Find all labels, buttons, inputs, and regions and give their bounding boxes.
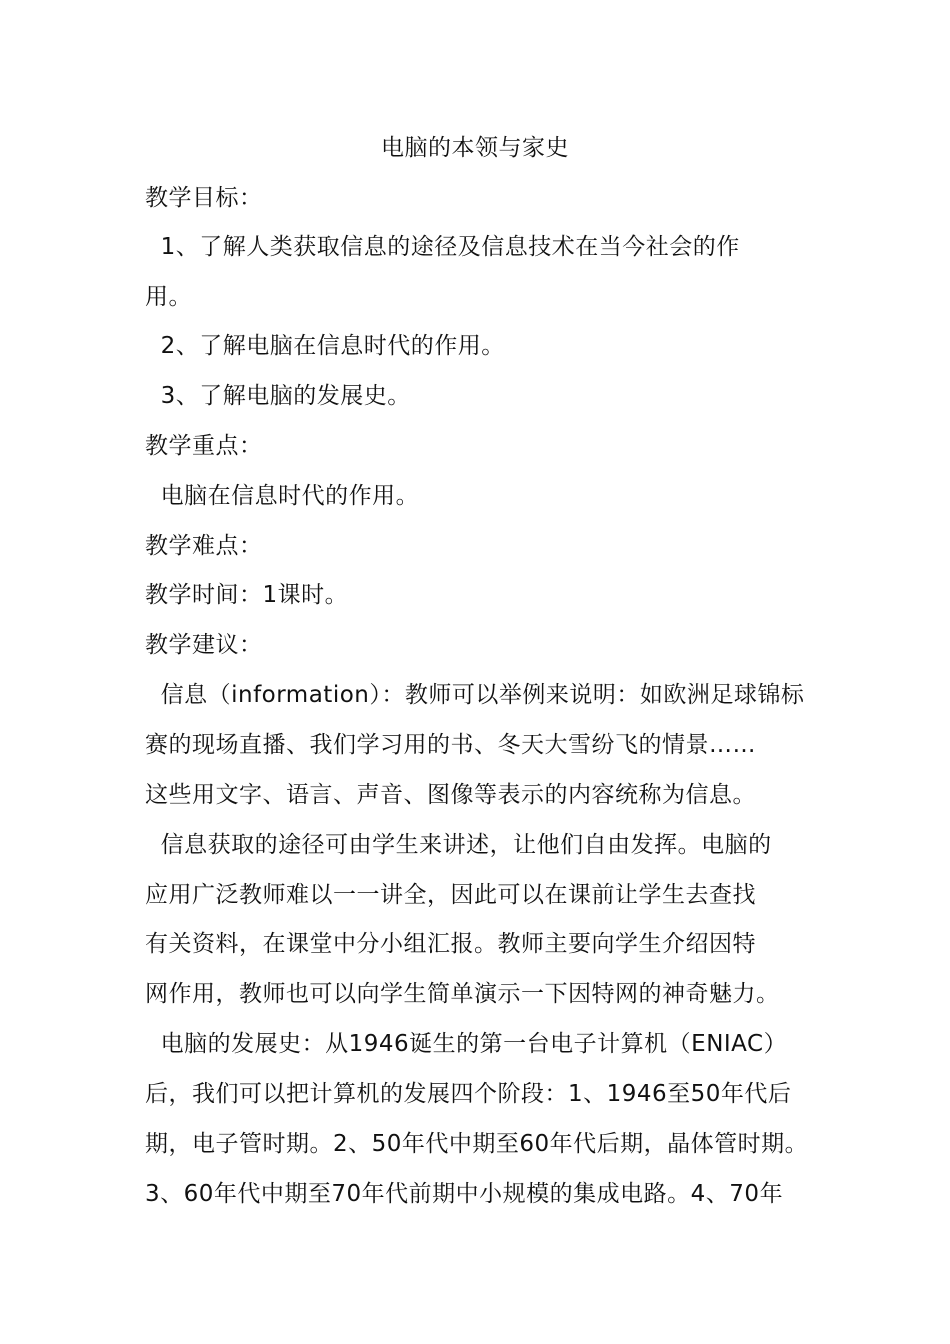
teaching-time: 教学时间：1课时。 — [145, 582, 349, 608]
paragraph-line: 信息（information）：教师可以举例来说明：如欧洲足球锦标 — [145, 682, 805, 708]
heading-teaching-goals: 教学目标： — [145, 185, 263, 211]
goal-item-3: 3、了解电脑的发展史。 — [145, 383, 411, 409]
paragraph-line: 这些用文字、语言、声音、图像等表示的内容统称为信息。 — [145, 782, 756, 808]
paragraph-line: 电脑的发展史：从1946诞生的第一台电子计算机（ENIAC） — [145, 1031, 788, 1057]
goal-item-2: 2、了解电脑在信息时代的作用。 — [145, 333, 505, 359]
paragraph-line: 信息获取的途径可由学生来讲述，让他们自由发挥。电脑的 — [145, 832, 772, 858]
goal-item-1-continued: 用。 — [145, 284, 192, 310]
heading-suggestions: 教学建议： — [145, 632, 263, 658]
goal-item-1: 1、了解人类获取信息的途径及信息技术在当今社会的作 — [145, 234, 740, 260]
document-title: 电脑的本领与家史 — [381, 135, 569, 161]
paragraph-line: 赛的现场直播、我们学习用的书、冬天大雪纷飞的情景…… — [145, 732, 756, 758]
paragraph-line: 应用广泛教师难以一一讲全，因此可以在课前让学生去查找 — [145, 882, 756, 908]
paragraph-line: 期，电子管时期。2、50年代中期至60年代后期，晶体管时期。 — [145, 1131, 809, 1157]
key-point-text: 电脑在信息时代的作用。 — [145, 483, 420, 509]
paragraph-line: 网作用，教师也可以向学生简单演示一下因特网的神奇魅力。 — [145, 981, 780, 1007]
heading-difficulties: 教学难点： — [145, 533, 263, 559]
paragraph-line: 后，我们可以把计算机的发展四个阶段：1、1946至50年代后 — [145, 1081, 792, 1107]
paragraph-line: 3、60年代中期至70年代前期中小规模的集成电路。4、70年 — [145, 1181, 784, 1207]
paragraph-line: 有关资料，在课堂中分小组汇报。教师主要向学生介绍因特 — [145, 931, 756, 957]
heading-key-points: 教学重点： — [145, 433, 263, 459]
